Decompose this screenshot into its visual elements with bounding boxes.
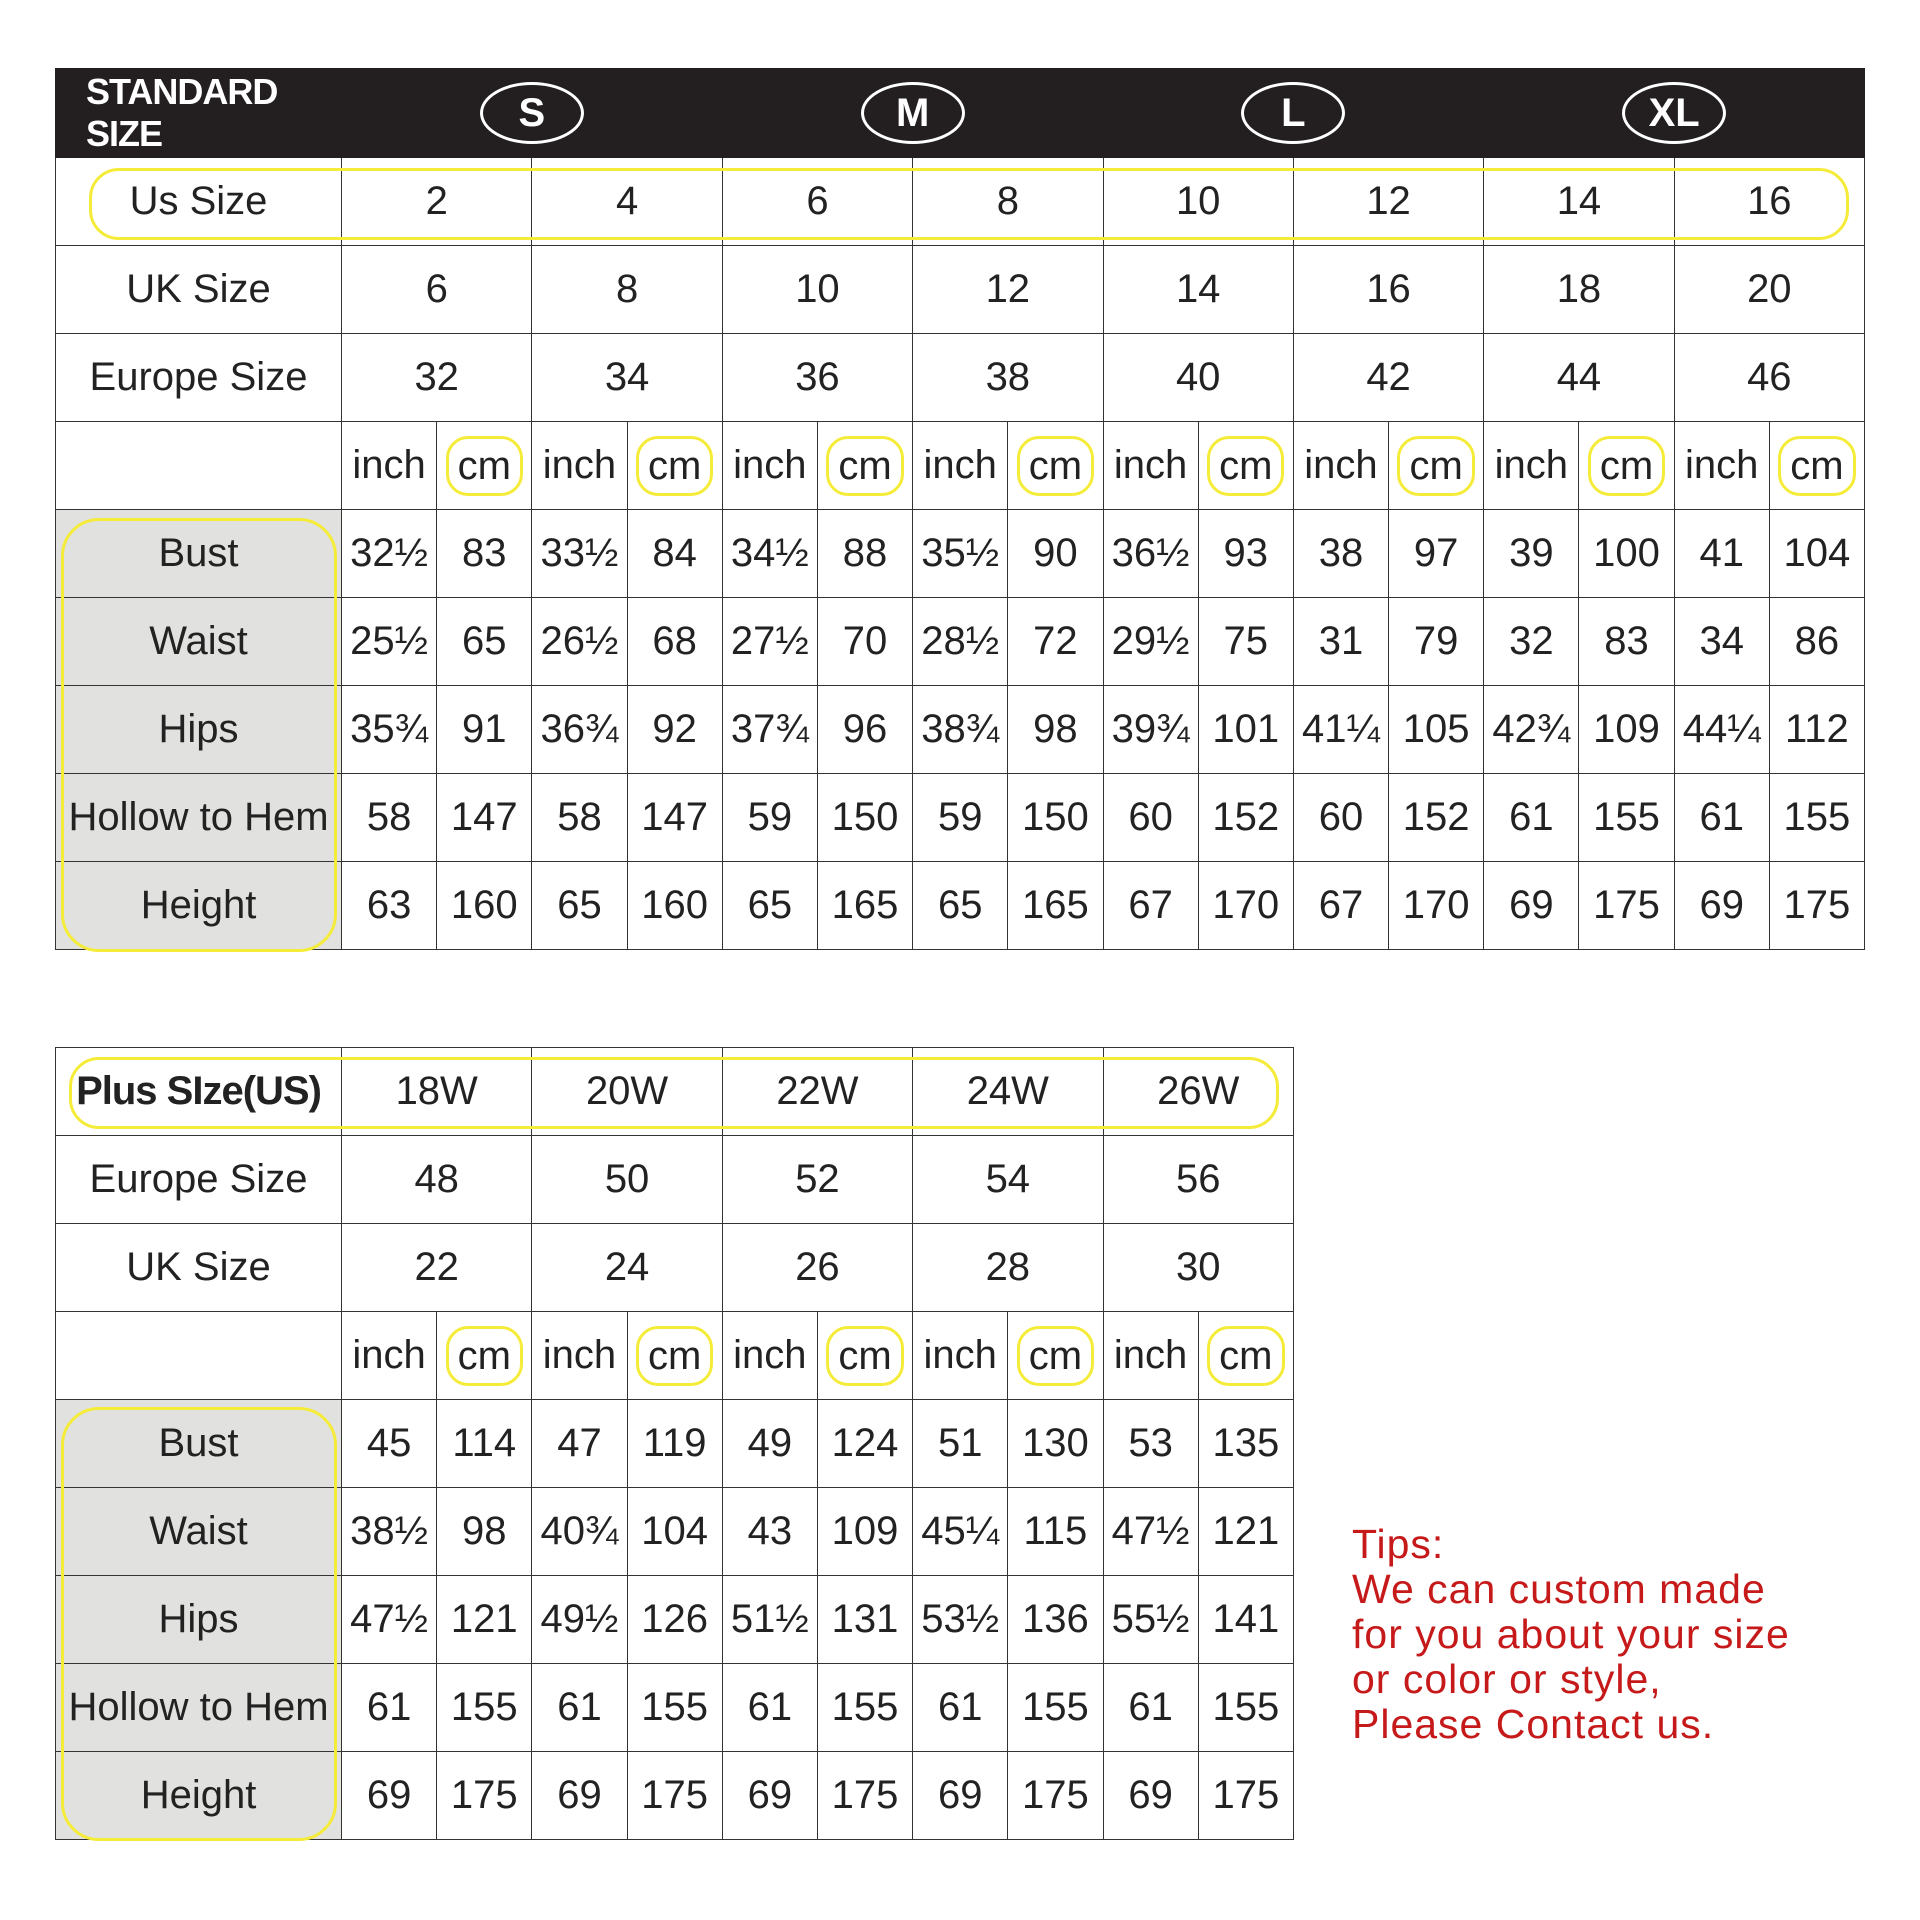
unit-row bbox=[56, 422, 1865, 510]
unit-cm-cell bbox=[1389, 422, 1484, 510]
standard-size-table bbox=[55, 68, 1865, 950]
measurement-inch-value: 58 bbox=[342, 774, 437, 862]
size-group-badge: L bbox=[1241, 82, 1345, 144]
measurement-cm-value: 155 bbox=[1008, 1664, 1103, 1752]
measurement-label: Height bbox=[56, 862, 342, 950]
size-group-header-row bbox=[56, 69, 1865, 158]
measurement-inch-value: 28½ bbox=[913, 598, 1008, 686]
measurement-inch-value: 53½ bbox=[913, 1576, 1008, 1664]
unit-cm-cell bbox=[1198, 422, 1293, 510]
measurement-cm-value: 152 bbox=[1389, 774, 1484, 862]
eu-size-value: 48 bbox=[342, 1136, 532, 1224]
measurement-inch-value: 34½ bbox=[722, 510, 817, 598]
measurement-inch-value: 65 bbox=[722, 862, 817, 950]
uk-size-label: UK Size bbox=[56, 246, 342, 334]
measurement-row bbox=[56, 598, 1865, 686]
unit-cm-label: cm bbox=[1017, 436, 1094, 496]
unit-inch-label: inch bbox=[1103, 422, 1198, 510]
eu-row bbox=[56, 334, 1865, 422]
uk-size-value: 30 bbox=[1103, 1224, 1294, 1312]
measurement-inch-value: 36½ bbox=[1103, 510, 1198, 598]
plus-size-title: Plus SIze(US) bbox=[56, 1048, 342, 1136]
measurement-inch-value: 61 bbox=[913, 1664, 1008, 1752]
size-group-cell bbox=[722, 69, 1103, 158]
measurement-inch-value: 65 bbox=[913, 862, 1008, 950]
measurement-cm-value: 147 bbox=[627, 774, 722, 862]
measurement-cm-value: 98 bbox=[437, 1488, 532, 1576]
uk-size-label: UK Size bbox=[56, 1224, 342, 1312]
measurement-cm-value: 68 bbox=[627, 598, 722, 686]
unit-inch-label: inch bbox=[1103, 1312, 1198, 1400]
measurement-inch-value: 61 bbox=[1484, 774, 1579, 862]
measurement-inch-value: 44¼ bbox=[1674, 686, 1769, 774]
measurement-cm-value: 90 bbox=[1008, 510, 1103, 598]
measurement-inch-value: 49½ bbox=[532, 1576, 627, 1664]
unit-inch-label: inch bbox=[1674, 422, 1769, 510]
measurement-cm-value: 98 bbox=[1008, 686, 1103, 774]
measurement-inch-value: 61 bbox=[1674, 774, 1769, 862]
unit-inch-label: inch bbox=[342, 422, 437, 510]
us-size-value: 12 bbox=[1293, 158, 1483, 246]
unit-row-spacer bbox=[56, 422, 342, 510]
measurement-inch-value: 40¾ bbox=[532, 1488, 627, 1576]
unit-cm-label: cm bbox=[826, 1326, 903, 1386]
unit-cm-label: cm bbox=[446, 1326, 523, 1386]
measurement-inch-value: 26½ bbox=[532, 598, 627, 686]
eu-size-value: 32 bbox=[342, 334, 532, 422]
unit-cm-label: cm bbox=[1017, 1326, 1094, 1386]
tips-title: Tips: bbox=[1352, 1521, 1445, 1567]
measurement-cm-value: 155 bbox=[1198, 1664, 1293, 1752]
us-row bbox=[56, 1048, 1294, 1136]
unit-cm-cell bbox=[817, 1312, 912, 1400]
measurement-cm-value: 135 bbox=[1198, 1400, 1293, 1488]
unit-cm-cell bbox=[1198, 1312, 1293, 1400]
measurement-inch-value: 69 bbox=[1103, 1752, 1198, 1840]
size-group-badge: XL bbox=[1622, 82, 1726, 144]
measurement-cm-value: 150 bbox=[1008, 774, 1103, 862]
us-size-value: 24W bbox=[913, 1048, 1103, 1136]
measurement-inch-value: 25½ bbox=[342, 598, 437, 686]
tips-line: or color or style, bbox=[1352, 1656, 1662, 1702]
measurement-cm-value: 109 bbox=[1579, 686, 1674, 774]
measurement-inch-value: 60 bbox=[1293, 774, 1388, 862]
unit-inch-label: inch bbox=[913, 1312, 1008, 1400]
measurement-cm-value: 97 bbox=[1389, 510, 1484, 598]
us-size-value: 22W bbox=[722, 1048, 912, 1136]
measurement-inch-value: 32½ bbox=[342, 510, 437, 598]
measurement-label: Waist bbox=[56, 598, 342, 686]
measurement-inch-value: 45¼ bbox=[913, 1488, 1008, 1576]
measurement-cm-value: 152 bbox=[1198, 774, 1293, 862]
measurement-cm-value: 136 bbox=[1008, 1576, 1103, 1664]
size-group-cell bbox=[342, 69, 723, 158]
measurement-inch-value: 63 bbox=[342, 862, 437, 950]
unit-cm-cell bbox=[1579, 422, 1674, 510]
measurement-inch-value: 69 bbox=[722, 1752, 817, 1840]
measurement-cm-value: 130 bbox=[1008, 1400, 1103, 1488]
measurement-row bbox=[56, 510, 1865, 598]
eu-size-value: 52 bbox=[722, 1136, 912, 1224]
measurement-cm-value: 141 bbox=[1198, 1576, 1293, 1664]
measurement-inch-value: 67 bbox=[1293, 862, 1388, 950]
measurement-inch-value: 31 bbox=[1293, 598, 1388, 686]
measurement-cm-value: 91 bbox=[437, 686, 532, 774]
measurement-inch-value: 61 bbox=[342, 1664, 437, 1752]
eu-size-value: 54 bbox=[913, 1136, 1103, 1224]
uk-size-value: 18 bbox=[1484, 246, 1674, 334]
eu-size-value: 46 bbox=[1674, 334, 1864, 422]
us-size-label: Us Size bbox=[56, 158, 342, 246]
uk-size-value: 24 bbox=[532, 1224, 722, 1312]
measurement-inch-value: 55½ bbox=[1103, 1576, 1198, 1664]
measurement-inch-value: 42¾ bbox=[1484, 686, 1579, 774]
measurement-label: Height bbox=[56, 1752, 342, 1840]
eu-size-value: 56 bbox=[1103, 1136, 1294, 1224]
unit-row bbox=[56, 1312, 1294, 1400]
measurement-inch-value: 39 bbox=[1484, 510, 1579, 598]
measurement-cm-value: 155 bbox=[437, 1664, 532, 1752]
measurement-cm-value: 170 bbox=[1198, 862, 1293, 950]
uk-size-value: 10 bbox=[722, 246, 912, 334]
measurement-label: Hips bbox=[56, 1576, 342, 1664]
measurement-inch-value: 69 bbox=[342, 1752, 437, 1840]
eu-row bbox=[56, 1136, 1294, 1224]
measurement-cm-value: 175 bbox=[1008, 1752, 1103, 1840]
measurement-row bbox=[56, 1400, 1294, 1488]
measurement-inch-value: 47½ bbox=[1103, 1488, 1198, 1576]
measurement-cm-value: 70 bbox=[817, 598, 912, 686]
measurement-cm-value: 84 bbox=[627, 510, 722, 598]
us-size-value: 6 bbox=[722, 158, 912, 246]
measurement-inch-value: 35¾ bbox=[342, 686, 437, 774]
measurement-inch-value: 61 bbox=[532, 1664, 627, 1752]
size-group-badge: S bbox=[480, 82, 584, 144]
measurement-label: Bust bbox=[56, 1400, 342, 1488]
measurement-cm-value: 101 bbox=[1198, 686, 1293, 774]
unit-inch-label: inch bbox=[532, 1312, 627, 1400]
measurement-label: Waist bbox=[56, 1488, 342, 1576]
measurement-inch-value: 61 bbox=[1103, 1664, 1198, 1752]
measurement-inch-value: 33½ bbox=[532, 510, 627, 598]
unit-cm-cell bbox=[437, 1312, 532, 1400]
eu-size-value: 36 bbox=[722, 334, 912, 422]
eu-size-value: 40 bbox=[1103, 334, 1293, 422]
us-size-value: 18W bbox=[342, 1048, 532, 1136]
measurement-cm-value: 75 bbox=[1198, 598, 1293, 686]
measurement-inch-value: 69 bbox=[532, 1752, 627, 1840]
uk-size-value: 14 bbox=[1103, 246, 1293, 334]
measurement-cm-value: 175 bbox=[1198, 1752, 1293, 1840]
measurement-cm-value: 121 bbox=[437, 1576, 532, 1664]
measurement-row bbox=[56, 686, 1865, 774]
measurement-cm-value: 119 bbox=[627, 1400, 722, 1488]
measurement-cm-value: 105 bbox=[1389, 686, 1484, 774]
uk-row bbox=[56, 246, 1865, 334]
unit-inch-label: inch bbox=[532, 422, 627, 510]
unit-cm-label: cm bbox=[636, 1326, 713, 1386]
uk-size-value: 8 bbox=[532, 246, 722, 334]
unit-inch-label: inch bbox=[913, 422, 1008, 510]
measurement-inch-value: 61 bbox=[722, 1664, 817, 1752]
uk-size-value: 26 bbox=[722, 1224, 912, 1312]
tips-line: for you about your size bbox=[1352, 1611, 1790, 1657]
measurement-cm-value: 83 bbox=[1579, 598, 1674, 686]
uk-size-value: 6 bbox=[342, 246, 532, 334]
measurement-inch-value: 41¼ bbox=[1293, 686, 1388, 774]
us-size-value: 2 bbox=[342, 158, 532, 246]
measurement-cm-value: 109 bbox=[817, 1488, 912, 1576]
us-size-value: 20W bbox=[532, 1048, 722, 1136]
unit-cm-label: cm bbox=[1397, 436, 1474, 496]
measurement-inch-value: 65 bbox=[532, 862, 627, 950]
tips-line: Please Contact us. bbox=[1352, 1701, 1715, 1747]
us-size-value: 14 bbox=[1484, 158, 1674, 246]
eu-size-label: Europe Size bbox=[56, 334, 342, 422]
measurement-row bbox=[56, 1488, 1294, 1576]
measurement-inch-value: 43 bbox=[722, 1488, 817, 1576]
measurement-inch-value: 69 bbox=[1484, 862, 1579, 950]
tips-note bbox=[1352, 1522, 1790, 1747]
measurement-cm-value: 104 bbox=[1769, 510, 1864, 598]
unit-inch-label: inch bbox=[1293, 422, 1388, 510]
measurement-cm-value: 155 bbox=[1579, 774, 1674, 862]
measurement-cm-value: 126 bbox=[627, 1576, 722, 1664]
measurement-cm-value: 131 bbox=[817, 1576, 912, 1664]
unit-cm-label: cm bbox=[1778, 436, 1855, 496]
measurement-cm-value: 155 bbox=[627, 1664, 722, 1752]
measurement-cm-value: 175 bbox=[1769, 862, 1864, 950]
measurement-cm-value: 155 bbox=[817, 1664, 912, 1752]
unit-cm-label: cm bbox=[446, 436, 523, 496]
size-group-badge: M bbox=[861, 82, 965, 144]
measurement-cm-value: 124 bbox=[817, 1400, 912, 1488]
unit-cm-label: cm bbox=[636, 436, 713, 496]
measurement-inch-value: 36¾ bbox=[532, 686, 627, 774]
measurement-inch-value: 37¾ bbox=[722, 686, 817, 774]
us-row bbox=[56, 158, 1865, 246]
unit-inch-label: inch bbox=[722, 422, 817, 510]
measurement-inch-value: 67 bbox=[1103, 862, 1198, 950]
measurement-cm-value: 165 bbox=[1008, 862, 1103, 950]
measurement-cm-value: 79 bbox=[1389, 598, 1484, 686]
measurement-row bbox=[56, 1664, 1294, 1752]
measurement-inch-value: 51 bbox=[913, 1400, 1008, 1488]
measurement-inch-value: 38 bbox=[1293, 510, 1388, 598]
unit-inch-label: inch bbox=[722, 1312, 817, 1400]
measurement-cm-value: 155 bbox=[1769, 774, 1864, 862]
eu-size-value: 38 bbox=[913, 334, 1103, 422]
measurement-inch-value: 35½ bbox=[913, 510, 1008, 598]
measurement-inch-value: 47½ bbox=[342, 1576, 437, 1664]
measurement-cm-value: 175 bbox=[817, 1752, 912, 1840]
uk-size-value: 12 bbox=[913, 246, 1103, 334]
measurement-row bbox=[56, 862, 1865, 950]
measurement-label: Hollow to Hem bbox=[56, 774, 342, 862]
unit-inch-label: inch bbox=[1484, 422, 1579, 510]
uk-size-value: 20 bbox=[1674, 246, 1864, 334]
size-group-cell bbox=[1103, 69, 1484, 158]
measurement-inch-value: 69 bbox=[1674, 862, 1769, 950]
measurement-cm-value: 160 bbox=[627, 862, 722, 950]
eu-size-value: 50 bbox=[532, 1136, 722, 1224]
measurement-cm-value: 114 bbox=[437, 1400, 532, 1488]
measurement-inch-value: 51½ bbox=[722, 1576, 817, 1664]
measurement-label: Hips bbox=[56, 686, 342, 774]
eu-size-label: Europe Size bbox=[56, 1136, 342, 1224]
measurement-inch-value: 58 bbox=[532, 774, 627, 862]
measurement-cm-value: 100 bbox=[1579, 510, 1674, 598]
plus-size-table bbox=[55, 1047, 1294, 1840]
measurement-cm-value: 115 bbox=[1008, 1488, 1103, 1576]
unit-cm-cell bbox=[437, 422, 532, 510]
measurement-cm-value: 147 bbox=[437, 774, 532, 862]
measurement-cm-value: 96 bbox=[817, 686, 912, 774]
eu-size-value: 34 bbox=[532, 334, 722, 422]
unit-cm-cell bbox=[1769, 422, 1864, 510]
measurement-inch-value: 29½ bbox=[1103, 598, 1198, 686]
us-size-value: 4 bbox=[532, 158, 722, 246]
us-size-value: 8 bbox=[913, 158, 1103, 246]
measurement-cm-value: 170 bbox=[1389, 862, 1484, 950]
size-group-cell bbox=[1484, 69, 1865, 158]
tips-line: We can custom made bbox=[1352, 1566, 1766, 1612]
measurement-cm-value: 65 bbox=[437, 598, 532, 686]
measurement-cm-value: 104 bbox=[627, 1488, 722, 1576]
measurement-inch-value: 53 bbox=[1103, 1400, 1198, 1488]
measurement-inch-value: 69 bbox=[913, 1752, 1008, 1840]
measurement-inch-value: 34 bbox=[1674, 598, 1769, 686]
standard-size-title: STANDARD SIZE bbox=[56, 69, 342, 158]
measurement-label: Bust bbox=[56, 510, 342, 598]
measurement-cm-value: 160 bbox=[437, 862, 532, 950]
measurement-cm-value: 93 bbox=[1198, 510, 1293, 598]
unit-cm-cell bbox=[1008, 1312, 1103, 1400]
uk-size-value: 16 bbox=[1293, 246, 1483, 334]
measurement-cm-value: 165 bbox=[817, 862, 912, 950]
measurement-inch-value: 59 bbox=[722, 774, 817, 862]
uk-size-value: 22 bbox=[342, 1224, 532, 1312]
measurement-row bbox=[56, 774, 1865, 862]
measurement-cm-value: 175 bbox=[627, 1752, 722, 1840]
measurement-row bbox=[56, 1752, 1294, 1840]
unit-cm-label: cm bbox=[1207, 436, 1284, 496]
measurement-cm-value: 88 bbox=[817, 510, 912, 598]
measurement-inch-value: 47 bbox=[532, 1400, 627, 1488]
us-size-value: 26W bbox=[1103, 1048, 1294, 1136]
measurement-inch-value: 41 bbox=[1674, 510, 1769, 598]
unit-inch-label: inch bbox=[342, 1312, 437, 1400]
eu-size-value: 44 bbox=[1484, 334, 1674, 422]
measurement-label: Hollow to Hem bbox=[56, 1664, 342, 1752]
measurement-inch-value: 60 bbox=[1103, 774, 1198, 862]
unit-cm-label: cm bbox=[1207, 1326, 1284, 1386]
measurement-cm-value: 83 bbox=[437, 510, 532, 598]
measurement-row bbox=[56, 1576, 1294, 1664]
measurement-inch-value: 45 bbox=[342, 1400, 437, 1488]
uk-size-value: 28 bbox=[913, 1224, 1103, 1312]
measurement-cm-value: 112 bbox=[1769, 686, 1864, 774]
measurement-cm-value: 175 bbox=[1579, 862, 1674, 950]
measurement-cm-value: 72 bbox=[1008, 598, 1103, 686]
us-size-value: 16 bbox=[1674, 158, 1864, 246]
measurement-cm-value: 121 bbox=[1198, 1488, 1293, 1576]
us-size-value: 10 bbox=[1103, 158, 1293, 246]
measurement-inch-value: 38½ bbox=[342, 1488, 437, 1576]
measurement-inch-value: 38¾ bbox=[913, 686, 1008, 774]
measurement-cm-value: 86 bbox=[1769, 598, 1864, 686]
measurement-cm-value: 175 bbox=[437, 1752, 532, 1840]
unit-cm-label: cm bbox=[1588, 436, 1665, 496]
uk-row bbox=[56, 1224, 1294, 1312]
unit-row-spacer bbox=[56, 1312, 342, 1400]
unit-cm-cell bbox=[627, 1312, 722, 1400]
measurement-inch-value: 49 bbox=[722, 1400, 817, 1488]
unit-cm-cell bbox=[627, 422, 722, 510]
measurement-inch-value: 27½ bbox=[722, 598, 817, 686]
measurement-inch-value: 59 bbox=[913, 774, 1008, 862]
unit-cm-cell bbox=[817, 422, 912, 510]
eu-size-value: 42 bbox=[1293, 334, 1483, 422]
measurement-cm-value: 150 bbox=[817, 774, 912, 862]
unit-cm-label: cm bbox=[826, 436, 903, 496]
measurement-inch-value: 39¾ bbox=[1103, 686, 1198, 774]
unit-cm-cell bbox=[1008, 422, 1103, 510]
measurement-cm-value: 92 bbox=[627, 686, 722, 774]
measurement-inch-value: 32 bbox=[1484, 598, 1579, 686]
